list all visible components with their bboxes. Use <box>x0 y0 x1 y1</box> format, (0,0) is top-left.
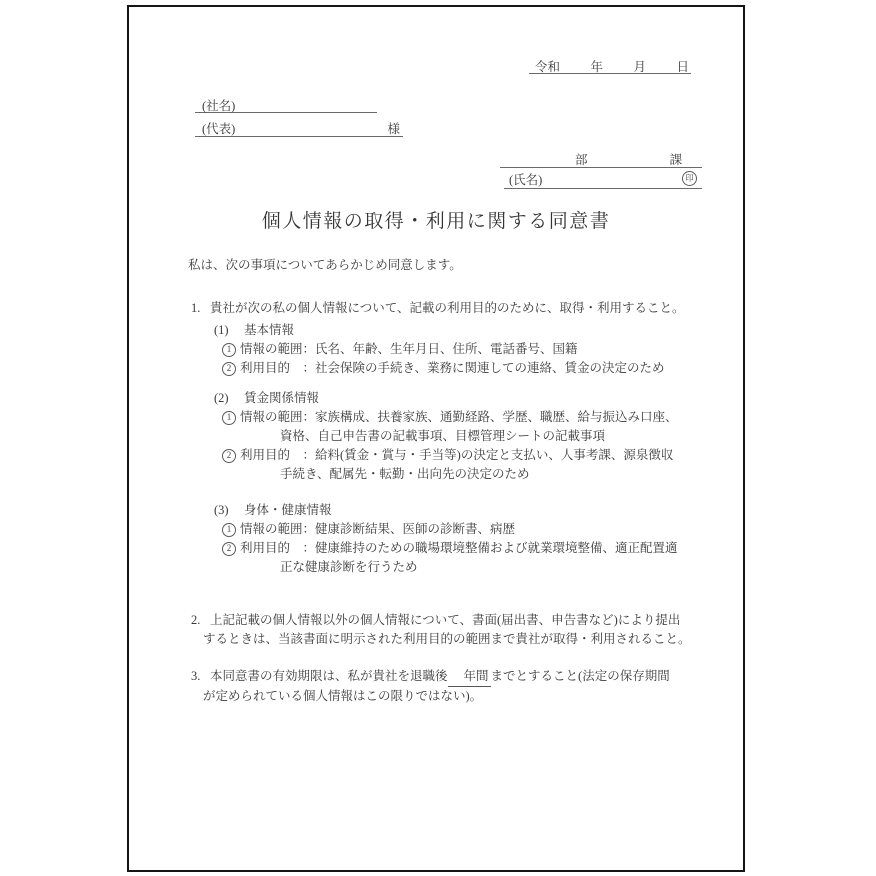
intro-text: 私は、次の事項についてあらかじめ同意します。 <box>188 258 462 272</box>
item-3-line-2: が定められている個人情報はこの限りではない)。 <box>203 689 483 703</box>
subsection-2-scope-continuation: 資格、自己申告書の記載事項、目標管理シートの記載事項 <box>280 429 606 443</box>
marker-digit: 2 <box>226 543 232 553</box>
marker-digit: 2 <box>226 450 232 460</box>
section-suffix: 課 <box>669 153 683 167</box>
item-2-text: 上記記載の個人情報以外の個人情報について、書面(届出書、申告書など)により提出 <box>210 613 681 627</box>
seal-text: 印 <box>685 173 694 184</box>
era-label: 令和 <box>535 60 561 74</box>
scope-text: 情報の範囲：健康診断結果、医師の診断書、病歴 <box>240 522 516 536</box>
marker-digit: 1 <box>226 524 232 534</box>
day-suffix: 日 <box>676 60 689 74</box>
item-2-number: 2. <box>191 613 201 627</box>
subsection-2-scope-line <box>191 408 747 427</box>
subsection-2-heading <box>191 389 747 408</box>
document-body <box>191 299 747 706</box>
month-suffix: 月 <box>633 60 646 74</box>
years-fill-in-blank <box>448 667 491 687</box>
honorific-label: 様 <box>387 122 400 136</box>
name-label: (氏名) <box>509 173 543 187</box>
signer-name-blank <box>504 171 702 189</box>
item-3-text-before-blank: 本同意書の有効期限は、私が貴社を退職後 <box>210 669 448 683</box>
subsection-1-label: (1) <box>214 323 229 337</box>
scope-text: 情報の範囲：家族構成、扶養家族、通勤経路、学歴、職歴、給与振込み口座、 <box>240 410 678 424</box>
purpose-text: 利用目的 ：健康維持のための職場環境整備および就業環境整備、適正配置適 <box>240 541 678 555</box>
seal-stamp-icon <box>682 171 697 186</box>
subsection-1-purpose-line <box>191 359 747 378</box>
item-1-line <box>191 299 747 318</box>
item-2-line-1 <box>191 611 747 630</box>
marker-digit: 1 <box>226 412 232 422</box>
item-1-number: 1. <box>191 301 201 315</box>
subsection-3-title: 身体・健康情報 <box>244 503 332 517</box>
subsection-1-scope-line <box>191 340 747 359</box>
subsection-3-heading <box>191 501 747 520</box>
subsection-2-purpose-line <box>191 446 747 465</box>
item-1-text: 貴社が次の私の個人情報について、記載の利用目的のために、取得・利用すること。 <box>210 301 685 315</box>
item-3-number: 3. <box>191 669 201 683</box>
department-blank <box>500 150 702 168</box>
company-name-blank <box>195 96 377 113</box>
scope-text: 情報の範囲：氏名、年齢、生年月日、住所、電話番号、国籍 <box>240 342 578 356</box>
marker-digit: 1 <box>226 344 232 354</box>
subsection-2-purpose-continuation: 手続き、配属先・転勤・出向先の決定のため <box>280 467 530 481</box>
representative-blank <box>195 119 403 137</box>
company-label: (社名) <box>202 99 236 113</box>
purpose-text: 利用目的 ：社会保険の手続き、業務に関連しての連絡、賃金の決定のため <box>240 361 665 375</box>
circled-number-marker <box>222 343 236 357</box>
subsection-2-label: (2) <box>214 391 229 405</box>
subsection-2-title: 賃金関係情報 <box>244 391 320 405</box>
years-suffix: 年間 <box>463 669 489 683</box>
subsection-1-title: 基本情報 <box>244 323 295 337</box>
item-3-line-1 <box>191 667 747 687</box>
document-page <box>127 5 745 872</box>
year-suffix: 年 <box>590 60 603 74</box>
document-title: 個人情報の取得・利用に関する同意書 <box>261 211 611 232</box>
circled-number-marker <box>222 449 236 463</box>
subsection-3-scope-line <box>191 520 747 539</box>
date-line <box>529 57 691 74</box>
circled-number-marker <box>222 362 236 376</box>
item-3-text-after-blank: までとすること(法定の保存期間 <box>490 669 670 683</box>
representative-label: (代表) <box>202 122 236 136</box>
circled-number-marker <box>222 411 236 425</box>
subsection-3-label: (3) <box>214 503 229 517</box>
subsection-3-purpose-line <box>191 539 747 558</box>
circled-number-marker <box>222 542 236 556</box>
item-2-line-2: するときは、当該書面に明示された利用目的の範囲まで貴社が取得・利用されること。 <box>203 632 691 646</box>
subsection-3-purpose-continuation: 正な健康診断を行うため <box>280 560 418 574</box>
subsection-1-heading <box>191 321 747 340</box>
department-suffix: 部 <box>575 153 588 167</box>
purpose-text: 利用目的 ：給料(賃金・賞与・手当等)の決定と支払い、人事考課、源泉徴収 <box>240 448 674 462</box>
marker-digit: 2 <box>226 363 232 373</box>
circled-number-marker <box>222 523 236 537</box>
